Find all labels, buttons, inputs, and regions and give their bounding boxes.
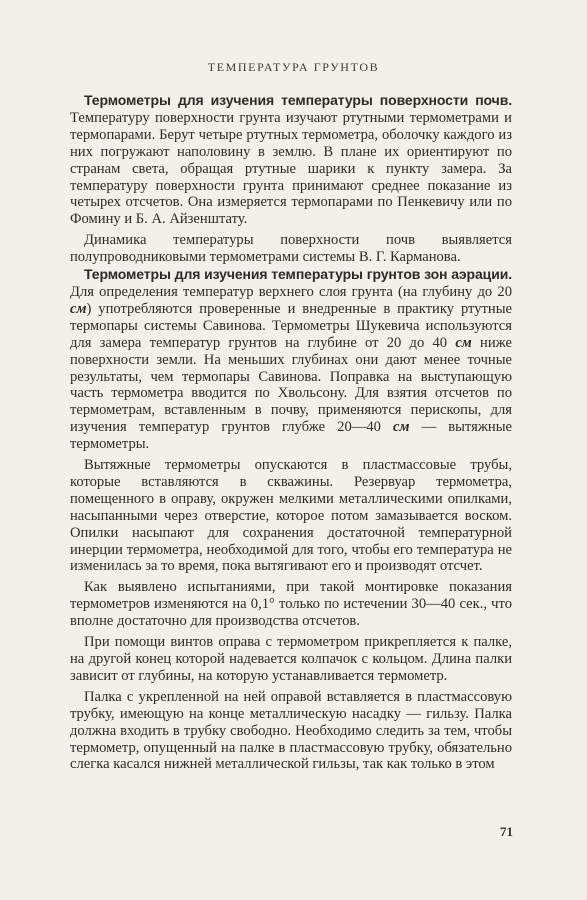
paragraph-heading: Термометры для изучения температуры грунтов зон аэрации. <box>84 266 512 283</box>
paragraph-dynamics <box>70 232 512 266</box>
paragraph-text: Для определения температур верхнего слоя грунта (на глубину до 20 <box>70 283 512 300</box>
paragraph-text: Палка с укрепленной на ней оправой вставляется в пластмассовую трубку, имеющую на конце металлическую насадку — гильзу. Палка должна входить в трубку свободно. Необходимо следить за тем, чтобы термометр, опущенный на палке в пластмассовую трубку, обязательно слегка касался нижней металлической гильзы, так как только в этом <box>70 688 512 773</box>
unit-cm: см <box>393 419 410 436</box>
paragraph-text: Вытяжные термометры опускаются в пластмассовые трубы, которые вставляются в скважины. Резервуар термометра, помещенного в оправу, окружен мелкими металлическими опилками, насыпанными через отверстие, которое потом замазывается воском. Опилки насыпают для сохранения достаточной температурной инерции термометра, необходимой для того, чтобы его температура не изменилась за то время, пока вытягивают его и производят отсчет. <box>70 457 512 575</box>
running-head: ТЕМПЕРАТУРА ГРУНТОВ <box>207 60 380 74</box>
paragraph-text: ) употребляются проверенные и внедренные в практику ртутные термопары системы Савинова. Термометры Шукевича используются для замера температур грунтов на глубине от 20 до 40 <box>70 300 512 351</box>
paragraph-text: При помощи винтов оправа с термометром прикрепляется к палке, на другой конец которой надевается колпачок с кольцом. Длина палки зависит от глубины, на которую устанавливается термометр. <box>70 634 512 684</box>
paragraph-text: Как выявлено испытаниями, при такой монтировке показания термометров изменяются на 0,1° только по истечении 30—40 сек., что вполне достаточно для производства отсчетов. <box>70 579 512 630</box>
paragraph-mounting <box>70 634 512 685</box>
paragraph-text: — вытяжные термометры. <box>70 419 512 453</box>
paragraph-stick <box>70 689 512 774</box>
unit-cm: см <box>70 300 87 317</box>
paragraph-heading: Термометры для изучения температуры поверхности почв. <box>84 92 512 108</box>
page-number: 71 <box>500 824 513 839</box>
paragraph-text: Температуру поверхности грунта изучают ртутными термометрами и термопарами. Берут четыре ртутных термометра, оболочку каждого из них погружают наполовину в землю. В плане их ориентируют по странам света, обращая ртутные шарики к пункту замера. За температуру поверхности грунта принимают среднее показание из четырех отсчетов. Она измеряется термопарами по Пенкевичу или по Фомину и Б. А. Айзенштату. <box>70 109 512 228</box>
paragraph-aeration-thermometers <box>70 266 512 453</box>
paragraph-text: ниже поверхности земли. На меньших глубинах они дают менее точные результаты, чем термопары Савинова. Поправка на выступающую часть термометра вводится по Хвольсону. Для взятия отсчетов по термометрам, вставленным в почву, применяются перископы, для изучения температур грунтов глубже 20—40 <box>70 334 513 436</box>
paragraph-text: Динамика температуры поверхности почв выявляется полупроводниковыми термометрами системы В. Г. Карманова. <box>70 232 512 266</box>
paragraph-pull-thermometers <box>70 457 512 575</box>
unit-cm: см <box>455 334 472 351</box>
paragraph-tests <box>70 579 512 630</box>
paragraph-surface-thermometers <box>70 92 512 228</box>
body-text <box>70 92 512 773</box>
